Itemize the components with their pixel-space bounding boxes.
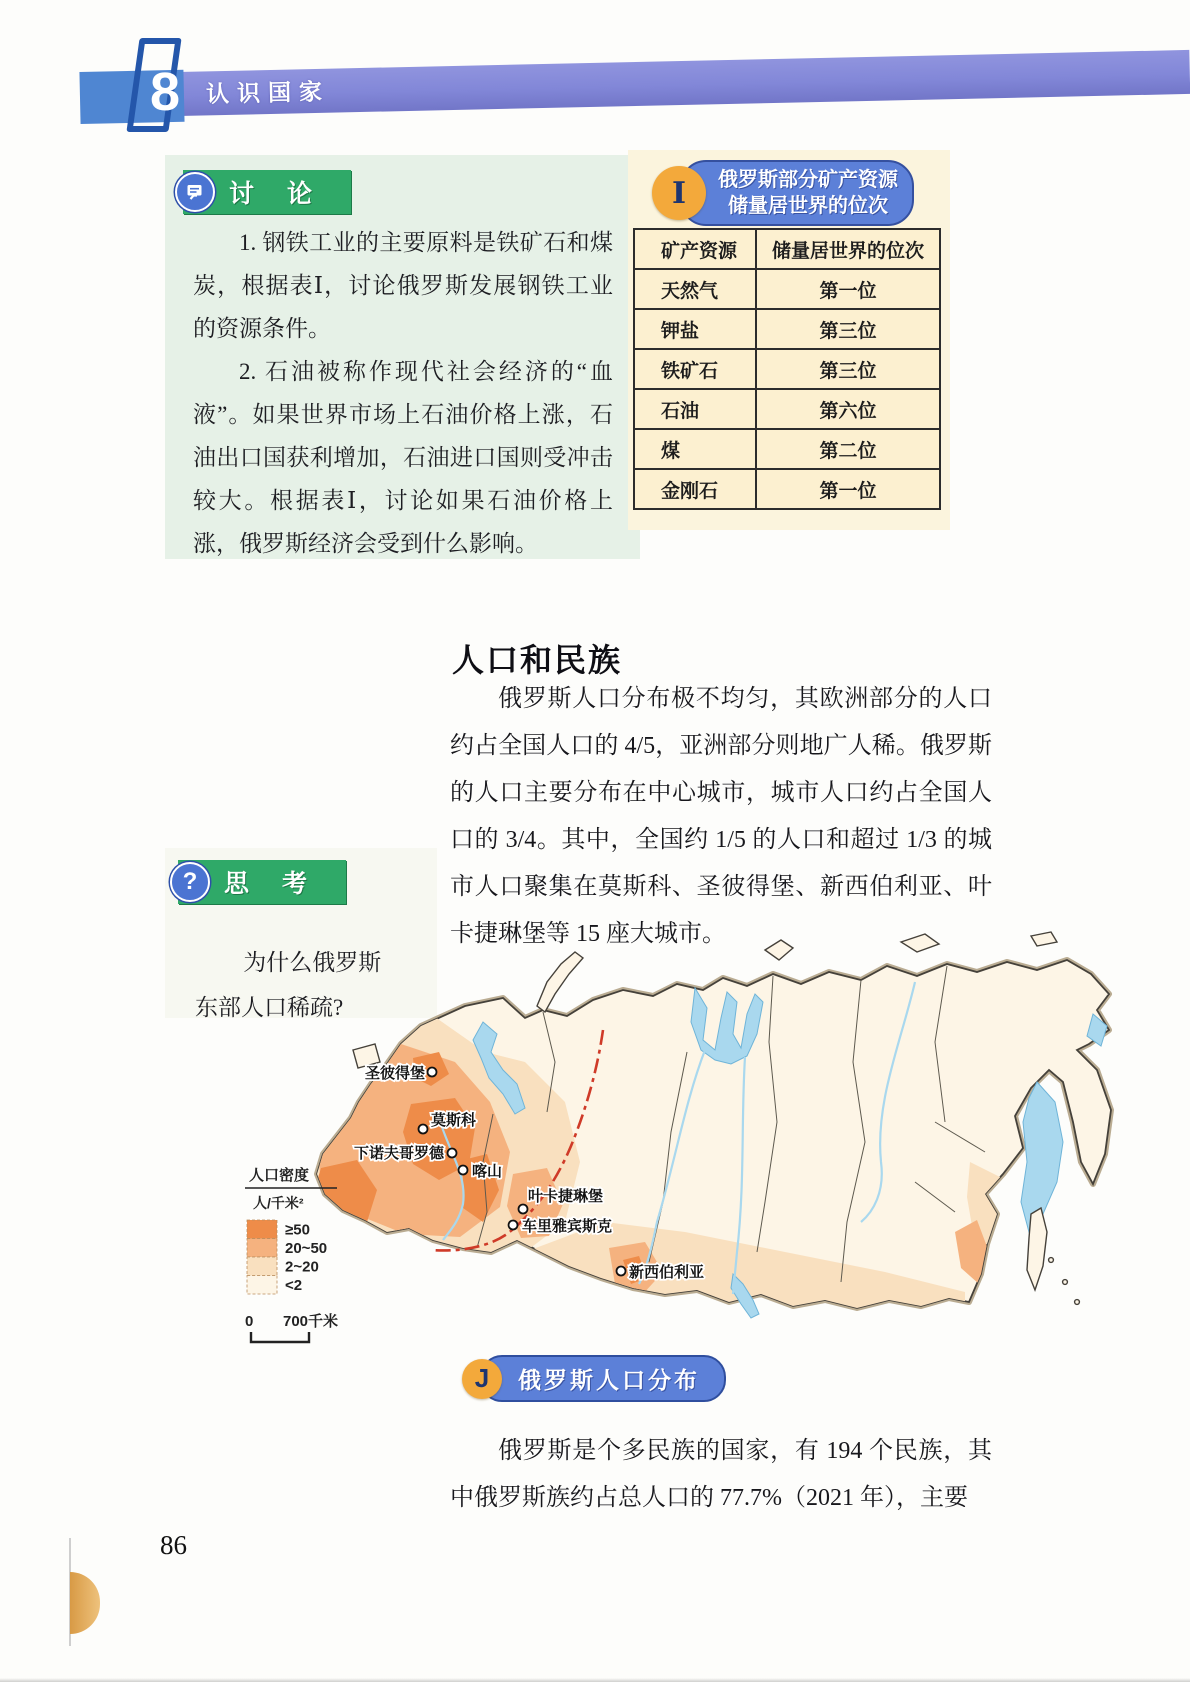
city-label: 莫斯科 [431, 1112, 477, 1129]
cell-rank: 第一位 [756, 269, 940, 309]
map-caption-title: 俄罗斯人口分布 [480, 1355, 726, 1402]
city-marker [448, 1149, 457, 1158]
novaya-zemlya-islands [537, 952, 583, 1012]
discussion-box [165, 155, 640, 559]
discussion-text [193, 221, 613, 565]
legend-swatch [247, 1239, 277, 1258]
russia-population-map [225, 922, 1115, 1365]
city-marker [519, 1205, 528, 1214]
table-caption [652, 160, 914, 226]
table-title-line-1: 俄罗斯部分矿产资源 [718, 169, 898, 191]
table-row [634, 469, 940, 509]
page-number: 86 [160, 1530, 187, 1560]
map-svg [225, 922, 1115, 1365]
chapter-number: 8 [150, 62, 181, 122]
table-row [634, 309, 940, 349]
legend-swatch [247, 1220, 277, 1239]
column-header-resource: 矿产资源 [634, 229, 756, 269]
discussion-title: 讨 论 [229, 180, 325, 208]
mineral-resources-panel [628, 150, 950, 530]
legend-class-label: 2~20 [285, 1258, 319, 1276]
table-header-row [634, 229, 940, 269]
table-row [634, 269, 940, 309]
scale-zero: 0 [245, 1313, 254, 1330]
city-label: 下诺夫哥罗德 [353, 1145, 444, 1162]
scale-distance: 700千米 [283, 1313, 339, 1330]
map-letter-badge: J [462, 1359, 502, 1399]
think-question-line-2: 东部人口稀疏? [195, 995, 344, 1020]
city-label: 喀山 [472, 1163, 503, 1180]
cell-resource: 石油 [634, 389, 756, 429]
mineral-table [633, 228, 941, 510]
kuril-island [1063, 1280, 1068, 1285]
think-question-line-1: 为什么俄罗斯 [243, 950, 382, 975]
table-title [680, 160, 914, 226]
city-marker [509, 1221, 518, 1230]
chapter-title: 认识国家 [205, 78, 331, 107]
discussion-item-1: 1. 钢铁工业的主要原料是铁矿石和煤炭，根据表Ⅰ，讨论俄罗斯发展钢铁工业的资源条件。 [193, 230, 613, 341]
city-marker [428, 1068, 437, 1077]
cell-resource: 煤 [634, 429, 756, 469]
cell-rank: 第三位 [756, 309, 940, 349]
wrangel-island [1031, 932, 1057, 946]
table-number-badge: Ⅰ [652, 166, 706, 220]
legend-unit: 人/千米² [253, 1195, 304, 1211]
cell-resource: 钾盐 [634, 309, 756, 349]
new-siberian-islands [901, 934, 939, 952]
cell-rank: 第二位 [756, 429, 940, 469]
cell-resource: 金刚石 [634, 469, 756, 509]
legend-class-label: 20~50 [285, 1240, 328, 1257]
legend-title: 人口密度 [249, 1167, 310, 1184]
sakhalin-island [1027, 1208, 1047, 1290]
mineral-table-body [634, 269, 940, 509]
city-label: 车里雅宾斯克 [522, 1218, 613, 1235]
severnaya-zemlya-islands [765, 940, 793, 960]
discussion-header [183, 170, 351, 214]
city-marker [617, 1267, 626, 1276]
discussion-item-2: 2. 石油被称作现代社会经济的“血液”。如果世界市场上石油价格上涨，石油出口国获利增加，石油进口国则受冲击较大。根据表Ⅰ，讨论如果石油价格上涨，俄罗斯经济会受到什么影响。 [193, 359, 613, 556]
map-caption [462, 1355, 726, 1402]
scale-bar [245, 1313, 338, 1342]
page-corner-decoration [70, 1572, 100, 1634]
legend-swatch [247, 1257, 277, 1276]
city-marker [419, 1125, 428, 1134]
city-label: 叶卡捷琳堡 [528, 1188, 604, 1205]
cell-rank: 第六位 [756, 389, 940, 429]
table-title-line-2: 储量居世界的位次 [728, 195, 888, 217]
table-row [634, 389, 940, 429]
city-marker [459, 1166, 468, 1175]
legend-class-label: ≥50 [285, 1221, 310, 1239]
column-header-rank: 储量居世界的位次 [756, 229, 940, 269]
cell-rank: 第三位 [756, 349, 940, 389]
legend-class-label: <2 [285, 1277, 303, 1294]
section-title: 人口和民族 [452, 641, 623, 678]
population-paragraph-1: 俄罗斯人口分布极不均匀，其欧洲部分的人口约占全国人口的 4/5，亚洲部分则地广人稀。俄罗斯的人口主要分布在中心城市，城市人口约占全国人口的 3/4。其中，全国约 1/5 的人口和超过 1/3 的城市人口聚集在莫斯科、圣彼得堡、新西伯利亚、叶卡捷琳堡等 15 座大城市。 [450, 686, 992, 947]
page-bottom-shadow [0, 1678, 1190, 1682]
legend-swatch [247, 1276, 277, 1295]
cell-rank: 第一位 [756, 469, 940, 509]
table-row [634, 349, 940, 389]
city-label: 圣彼得堡 [364, 1065, 425, 1082]
think-title: 思 考 [224, 870, 320, 898]
speech-bubble-icon [175, 172, 215, 212]
population-paragraph-2: 俄罗斯是个多民族的国家，有 194 个民族，其中俄罗斯族约占总人口的 77.7%（2021 年），主要 [450, 1438, 992, 1511]
cell-resource: 铁矿石 [634, 349, 756, 389]
question-mark-icon: ? [170, 862, 210, 902]
scale-bracket [251, 1332, 309, 1342]
table-row [634, 429, 940, 469]
think-header [178, 860, 346, 904]
kuril-island [1075, 1300, 1080, 1305]
kuril-island [1049, 1258, 1054, 1263]
city-label: 新西伯利亚 [629, 1264, 705, 1281]
cell-resource: 天然气 [634, 269, 756, 309]
